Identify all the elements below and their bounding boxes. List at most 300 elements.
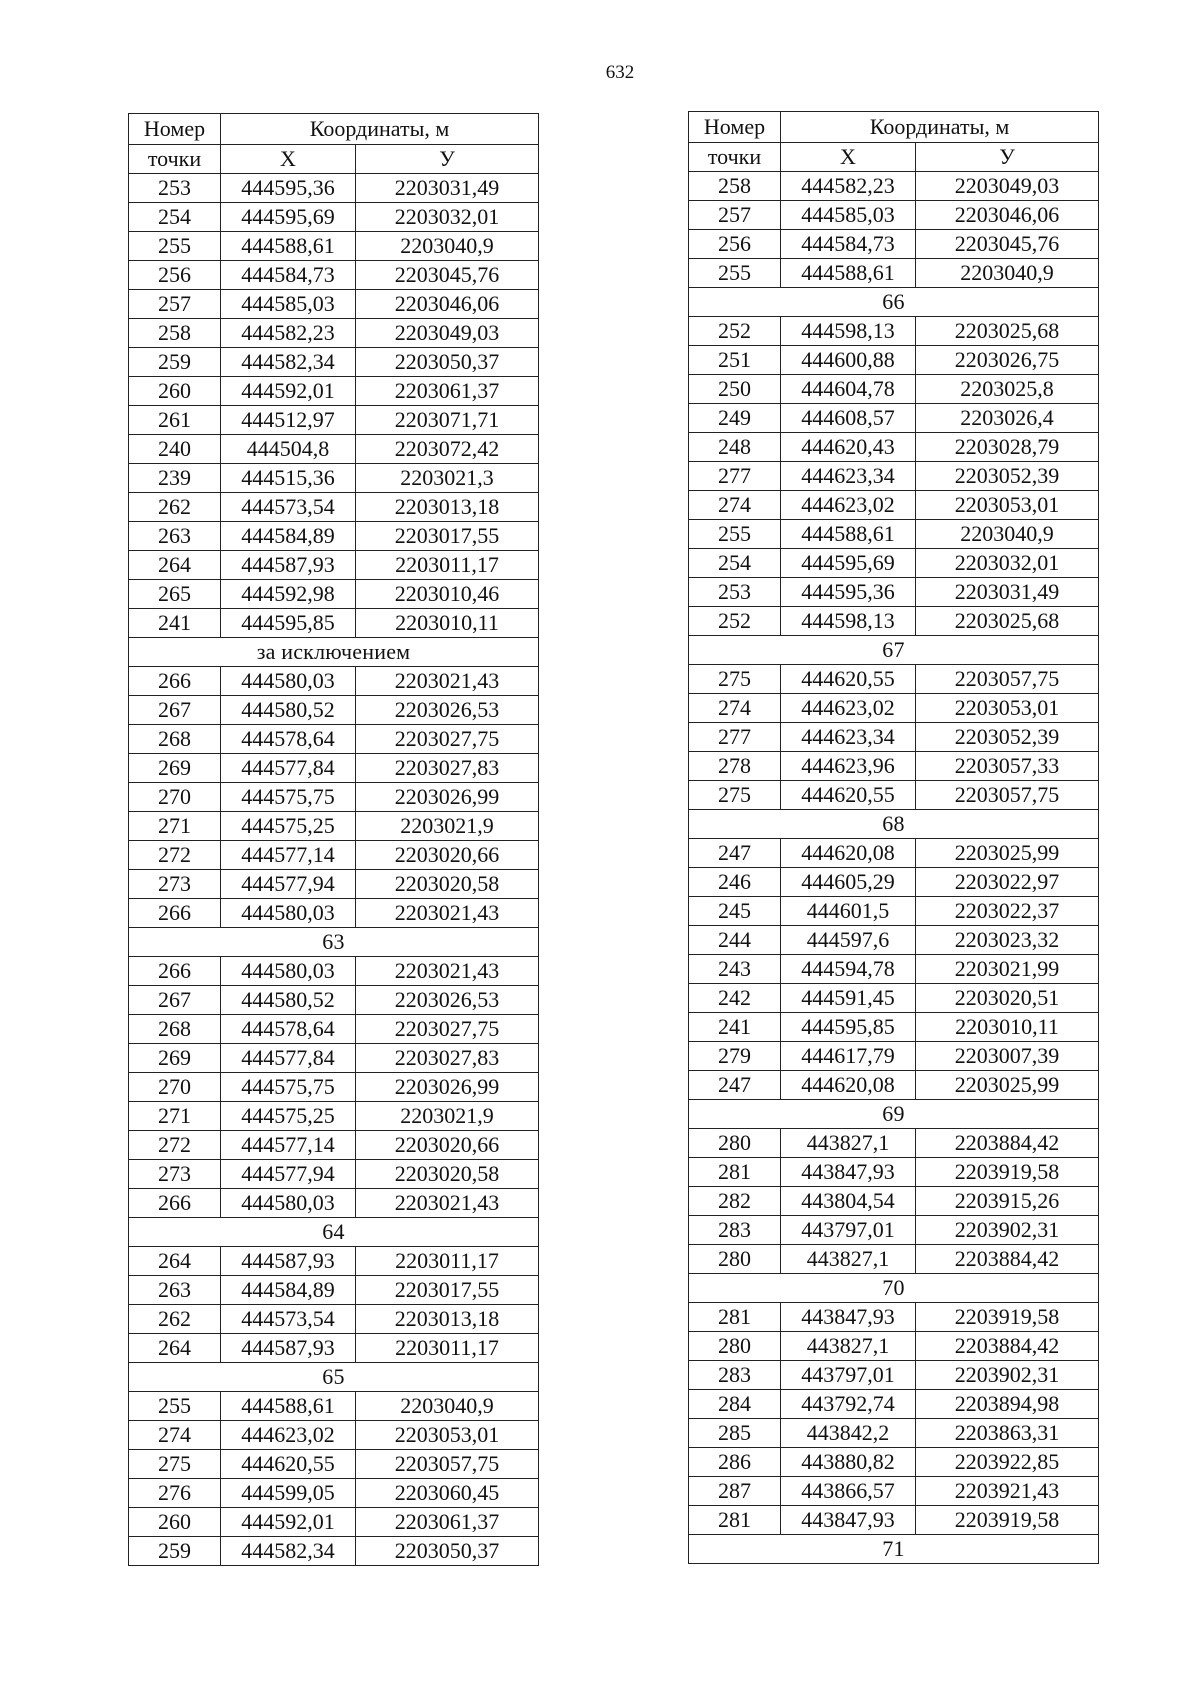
point-number-cell: 251 bbox=[689, 346, 781, 375]
x-coordinate-cell: 443797,01 bbox=[781, 1361, 916, 1390]
table-row bbox=[129, 203, 539, 232]
y-coordinate-cell: 2203884,42 bbox=[916, 1332, 1099, 1361]
point-number-cell: 256 bbox=[689, 230, 781, 259]
point-number-cell: 283 bbox=[689, 1216, 781, 1245]
page-number: 632 bbox=[605, 62, 635, 83]
table-row bbox=[129, 609, 539, 638]
point-number-cell: 266 bbox=[129, 957, 221, 986]
x-coordinate-cell: 444577,84 bbox=[221, 1044, 356, 1073]
table-row bbox=[689, 1071, 1099, 1100]
x-coordinate-cell: 444580,52 bbox=[221, 696, 356, 725]
y-coordinate-cell: 2203011,17 bbox=[356, 551, 539, 580]
x-coordinate-cell: 444598,13 bbox=[781, 317, 916, 346]
x-coordinate-cell: 444595,85 bbox=[781, 1013, 916, 1042]
point-number-cell: 253 bbox=[129, 174, 221, 203]
table-row bbox=[689, 346, 1099, 375]
table-row bbox=[129, 1392, 539, 1421]
point-number-cell: 269 bbox=[129, 754, 221, 783]
y-coordinate-cell: 2203021,9 bbox=[356, 812, 539, 841]
y-coordinate-cell: 2203021,9 bbox=[356, 1102, 539, 1131]
table-row bbox=[689, 433, 1099, 462]
y-coordinate-cell: 2203894,98 bbox=[916, 1390, 1099, 1419]
table-row bbox=[129, 1131, 539, 1160]
table-row bbox=[689, 1216, 1099, 1245]
y-coordinate-cell: 2203046,06 bbox=[356, 290, 539, 319]
point-number-cell: 250 bbox=[689, 375, 781, 404]
x-coordinate-cell: 444575,25 bbox=[221, 1102, 356, 1131]
y-coordinate-cell: 2203010,11 bbox=[916, 1013, 1099, 1042]
y-coordinate-cell: 2203026,99 bbox=[356, 1073, 539, 1102]
table-body bbox=[129, 174, 539, 1566]
y-coordinate-cell: 2203007,39 bbox=[916, 1042, 1099, 1071]
point-number-header-sub: точки bbox=[129, 145, 221, 174]
table-row bbox=[129, 551, 539, 580]
table-row bbox=[129, 957, 539, 986]
y-coordinate-cell: 2203052,39 bbox=[916, 462, 1099, 491]
x-coordinate-cell: 443847,93 bbox=[781, 1506, 916, 1535]
y-coordinate-cell: 2203863,31 bbox=[916, 1419, 1099, 1448]
table-row bbox=[689, 897, 1099, 926]
point-number-cell: 286 bbox=[689, 1448, 781, 1477]
y-coordinate-cell: 2203032,01 bbox=[356, 203, 539, 232]
table-row bbox=[689, 491, 1099, 520]
y-coordinate-cell: 2203057,75 bbox=[916, 781, 1099, 810]
y-coordinate-cell: 2203902,31 bbox=[916, 1361, 1099, 1390]
y-coordinate-cell: 2203022,37 bbox=[916, 897, 1099, 926]
y-coordinate-cell: 2203050,37 bbox=[356, 348, 539, 377]
section-label: 68 bbox=[689, 810, 1099, 839]
x-coordinate-cell: 444623,02 bbox=[781, 694, 916, 723]
point-number-cell: 260 bbox=[129, 377, 221, 406]
x-coordinate-cell: 444580,03 bbox=[221, 957, 356, 986]
x-coordinate-cell: 444608,57 bbox=[781, 404, 916, 433]
point-number-cell: 274 bbox=[129, 1421, 221, 1450]
x-coordinate-cell: 444587,93 bbox=[221, 1247, 356, 1276]
x-coordinate-cell: 444588,61 bbox=[781, 520, 916, 549]
point-number-cell: 244 bbox=[689, 926, 781, 955]
point-number-cell: 273 bbox=[129, 870, 221, 899]
x-coordinate-cell: 444592,01 bbox=[221, 1508, 356, 1537]
table-row bbox=[689, 694, 1099, 723]
table-row bbox=[129, 1537, 539, 1566]
y-coordinate-cell: 2203017,55 bbox=[356, 1276, 539, 1305]
x-coordinate-cell: 443827,1 bbox=[781, 1332, 916, 1361]
x-coordinate-cell: 444585,03 bbox=[221, 290, 356, 319]
y-coordinate-cell: 2203922,85 bbox=[916, 1448, 1099, 1477]
x-coordinate-cell: 444617,79 bbox=[781, 1042, 916, 1071]
x-coordinate-cell: 444578,64 bbox=[221, 1015, 356, 1044]
table-row bbox=[129, 1102, 539, 1131]
table-row bbox=[689, 839, 1099, 868]
table-row bbox=[689, 520, 1099, 549]
x-coordinate-cell: 444504,8 bbox=[221, 435, 356, 464]
point-number-cell: 281 bbox=[689, 1158, 781, 1187]
table-row bbox=[689, 723, 1099, 752]
table-row bbox=[689, 1187, 1099, 1216]
section-row bbox=[689, 1535, 1099, 1564]
table-row bbox=[689, 665, 1099, 694]
y-coordinate-cell: 2203021,43 bbox=[356, 957, 539, 986]
point-number-cell: 278 bbox=[689, 752, 781, 781]
y-coordinate-cell: 2203921,43 bbox=[916, 1477, 1099, 1506]
x-coordinate-cell: 443880,82 bbox=[781, 1448, 916, 1477]
y-coordinate-cell: 2203025,68 bbox=[916, 607, 1099, 636]
point-number-cell: 270 bbox=[129, 783, 221, 812]
table-row bbox=[689, 404, 1099, 433]
table-row bbox=[129, 1160, 539, 1189]
y-coordinate-cell: 2203919,58 bbox=[916, 1303, 1099, 1332]
point-number-cell: 282 bbox=[689, 1187, 781, 1216]
y-coordinate-cell: 2203021,43 bbox=[356, 899, 539, 928]
x-coordinate-cell: 444577,94 bbox=[221, 870, 356, 899]
table-row bbox=[129, 232, 539, 261]
y-coordinate-cell: 2203072,42 bbox=[356, 435, 539, 464]
x-coordinate-cell: 444573,54 bbox=[221, 1305, 356, 1334]
y-column-header: У bbox=[916, 143, 1099, 172]
x-coordinate-cell: 444587,93 bbox=[221, 551, 356, 580]
point-number-cell: 264 bbox=[129, 1247, 221, 1276]
table-row bbox=[689, 1013, 1099, 1042]
y-coordinate-cell: 2203884,42 bbox=[916, 1129, 1099, 1158]
coordinates-header: Координаты, м bbox=[781, 112, 1099, 143]
y-coordinate-cell: 2203884,42 bbox=[916, 1245, 1099, 1274]
point-number-cell: 240 bbox=[129, 435, 221, 464]
point-number-cell: 258 bbox=[129, 319, 221, 348]
table-header bbox=[129, 114, 539, 174]
y-coordinate-cell: 2203025,8 bbox=[916, 375, 1099, 404]
y-coordinate-cell: 2203053,01 bbox=[916, 491, 1099, 520]
table-row bbox=[689, 1390, 1099, 1419]
y-coordinate-cell: 2203057,75 bbox=[356, 1450, 539, 1479]
table-row bbox=[129, 464, 539, 493]
table-row bbox=[689, 1332, 1099, 1361]
point-number-cell: 258 bbox=[689, 172, 781, 201]
point-number-cell: 254 bbox=[689, 549, 781, 578]
x-coordinate-cell: 444588,61 bbox=[221, 1392, 356, 1421]
x-coordinate-cell: 444585,03 bbox=[781, 201, 916, 230]
table-row bbox=[129, 319, 539, 348]
x-coordinate-cell: 444595,85 bbox=[221, 609, 356, 638]
point-number-cell: 287 bbox=[689, 1477, 781, 1506]
point-number-cell: 275 bbox=[689, 781, 781, 810]
x-coordinate-cell: 444580,03 bbox=[221, 899, 356, 928]
point-number-cell: 259 bbox=[129, 348, 221, 377]
x-coordinate-cell: 444575,75 bbox=[221, 1073, 356, 1102]
table-row bbox=[689, 868, 1099, 897]
y-coordinate-cell: 2203021,43 bbox=[356, 1189, 539, 1218]
table-row bbox=[689, 549, 1099, 578]
y-coordinate-cell: 2203023,32 bbox=[916, 926, 1099, 955]
x-coordinate-cell: 444595,69 bbox=[221, 203, 356, 232]
table-row bbox=[129, 348, 539, 377]
table-row bbox=[689, 1042, 1099, 1071]
x-coordinate-cell: 444591,45 bbox=[781, 984, 916, 1013]
table-row bbox=[129, 406, 539, 435]
x-coordinate-cell: 444587,93 bbox=[221, 1334, 356, 1363]
table-row bbox=[689, 781, 1099, 810]
point-number-cell: 275 bbox=[129, 1450, 221, 1479]
point-number-cell: 248 bbox=[689, 433, 781, 462]
point-number-cell: 267 bbox=[129, 696, 221, 725]
point-number-cell: 280 bbox=[689, 1129, 781, 1158]
table-body bbox=[689, 172, 1099, 1564]
y-coordinate-cell: 2203045,76 bbox=[356, 261, 539, 290]
table-row bbox=[689, 984, 1099, 1013]
table-row bbox=[129, 522, 539, 551]
x-coordinate-cell: 444515,36 bbox=[221, 464, 356, 493]
point-number-cell: 271 bbox=[129, 1102, 221, 1131]
point-number-cell: 255 bbox=[689, 520, 781, 549]
y-coordinate-cell: 2203010,46 bbox=[356, 580, 539, 609]
x-coordinate-cell: 444623,02 bbox=[781, 491, 916, 520]
x-coordinate-cell: 444604,78 bbox=[781, 375, 916, 404]
point-number-cell: 285 bbox=[689, 1419, 781, 1448]
y-coordinate-cell: 2203025,68 bbox=[916, 317, 1099, 346]
table-row bbox=[129, 812, 539, 841]
y-coordinate-cell: 2203026,53 bbox=[356, 986, 539, 1015]
table-row bbox=[129, 1479, 539, 1508]
section-label: 67 bbox=[689, 636, 1099, 665]
x-coordinate-cell: 444594,78 bbox=[781, 955, 916, 984]
point-number-cell: 284 bbox=[689, 1390, 781, 1419]
table-row bbox=[689, 462, 1099, 491]
section-row bbox=[689, 288, 1099, 317]
table-row bbox=[689, 1361, 1099, 1390]
y-coordinate-cell: 2203020,66 bbox=[356, 841, 539, 870]
table-row bbox=[129, 290, 539, 319]
point-number-cell: 271 bbox=[129, 812, 221, 841]
y-coordinate-cell: 2203031,49 bbox=[916, 578, 1099, 607]
y-coordinate-cell: 2203057,33 bbox=[916, 752, 1099, 781]
y-coordinate-cell: 2203026,4 bbox=[916, 404, 1099, 433]
x-coordinate-cell: 444512,97 bbox=[221, 406, 356, 435]
y-coordinate-cell: 2203902,31 bbox=[916, 1216, 1099, 1245]
y-coordinate-cell: 2203049,03 bbox=[356, 319, 539, 348]
x-coordinate-cell: 443827,1 bbox=[781, 1129, 916, 1158]
x-coordinate-cell: 444577,84 bbox=[221, 754, 356, 783]
table-row bbox=[129, 1276, 539, 1305]
x-coordinate-cell: 444620,08 bbox=[781, 1071, 916, 1100]
section-label: 63 bbox=[129, 928, 539, 957]
x-coordinate-cell: 444620,43 bbox=[781, 433, 916, 462]
table-row bbox=[689, 1129, 1099, 1158]
table-row bbox=[129, 1189, 539, 1218]
x-coordinate-cell: 444620,55 bbox=[221, 1450, 356, 1479]
y-coordinate-cell: 2203040,9 bbox=[916, 259, 1099, 288]
section-row bbox=[689, 636, 1099, 665]
x-coordinate-cell: 444597,6 bbox=[781, 926, 916, 955]
x-coordinate-cell: 444623,34 bbox=[781, 723, 916, 752]
y-coordinate-cell: 2203919,58 bbox=[916, 1158, 1099, 1187]
x-coordinate-cell: 444582,23 bbox=[781, 172, 916, 201]
table-row bbox=[689, 1419, 1099, 1448]
point-number-cell: 256 bbox=[129, 261, 221, 290]
y-coordinate-cell: 2203040,9 bbox=[356, 1392, 539, 1421]
point-number-cell: 275 bbox=[689, 665, 781, 694]
x-column-header: Х bbox=[781, 143, 916, 172]
y-coordinate-cell: 2203040,9 bbox=[916, 520, 1099, 549]
x-coordinate-cell: 443792,74 bbox=[781, 1390, 916, 1419]
y-coordinate-cell: 2203021,43 bbox=[356, 667, 539, 696]
x-coordinate-cell: 444598,13 bbox=[781, 607, 916, 636]
x-coordinate-cell: 443847,93 bbox=[781, 1158, 916, 1187]
table-header bbox=[689, 112, 1099, 172]
x-coordinate-cell: 444592,01 bbox=[221, 377, 356, 406]
coordinates-table-right bbox=[688, 111, 1099, 1564]
y-coordinate-cell: 2203027,83 bbox=[356, 1044, 539, 1073]
x-coordinate-cell: 443847,93 bbox=[781, 1303, 916, 1332]
table-row bbox=[129, 174, 539, 203]
section-row bbox=[129, 928, 539, 957]
x-coordinate-cell: 444582,34 bbox=[221, 1537, 356, 1566]
table-row bbox=[689, 752, 1099, 781]
section-row bbox=[129, 638, 539, 667]
table-row bbox=[689, 578, 1099, 607]
coordinates-table-left bbox=[128, 113, 539, 1566]
section-label: 70 bbox=[689, 1274, 1099, 1303]
x-coordinate-cell: 444605,29 bbox=[781, 868, 916, 897]
point-number-header: Номер bbox=[129, 114, 221, 145]
point-number-cell: 252 bbox=[689, 317, 781, 346]
y-coordinate-cell: 2203045,76 bbox=[916, 230, 1099, 259]
point-number-cell: 241 bbox=[129, 609, 221, 638]
point-number-cell: 249 bbox=[689, 404, 781, 433]
point-number-cell: 272 bbox=[129, 1131, 221, 1160]
x-coordinate-cell: 444573,54 bbox=[221, 493, 356, 522]
x-coordinate-cell: 443827,1 bbox=[781, 1245, 916, 1274]
table-row bbox=[129, 783, 539, 812]
table-row bbox=[689, 1477, 1099, 1506]
x-coordinate-cell: 444599,05 bbox=[221, 1479, 356, 1508]
point-number-cell: 266 bbox=[129, 899, 221, 928]
point-number-cell: 242 bbox=[689, 984, 781, 1013]
point-number-cell: 263 bbox=[129, 1276, 221, 1305]
x-coordinate-cell: 444580,03 bbox=[221, 1189, 356, 1218]
y-coordinate-cell: 2203061,37 bbox=[356, 1508, 539, 1537]
x-coordinate-cell: 444575,25 bbox=[221, 812, 356, 841]
point-number-cell: 272 bbox=[129, 841, 221, 870]
x-coordinate-cell: 444580,52 bbox=[221, 986, 356, 1015]
y-coordinate-cell: 2203050,37 bbox=[356, 1537, 539, 1566]
point-number-cell: 266 bbox=[129, 667, 221, 696]
point-number-cell: 255 bbox=[129, 232, 221, 261]
point-number-cell: 274 bbox=[689, 491, 781, 520]
table-row bbox=[129, 1044, 539, 1073]
point-number-cell: 280 bbox=[689, 1332, 781, 1361]
table-row bbox=[689, 1506, 1099, 1535]
table-row bbox=[689, 1158, 1099, 1187]
y-coordinate-cell: 2203020,51 bbox=[916, 984, 1099, 1013]
table-row bbox=[129, 754, 539, 783]
point-number-cell: 254 bbox=[129, 203, 221, 232]
x-coordinate-cell: 444582,23 bbox=[221, 319, 356, 348]
point-number-cell: 277 bbox=[689, 462, 781, 491]
table-row bbox=[129, 899, 539, 928]
table-row bbox=[129, 1073, 539, 1102]
table-row bbox=[689, 230, 1099, 259]
y-coordinate-cell: 2203022,97 bbox=[916, 868, 1099, 897]
point-number-cell: 268 bbox=[129, 1015, 221, 1044]
table-row bbox=[129, 1421, 539, 1450]
x-coordinate-cell: 443797,01 bbox=[781, 1216, 916, 1245]
y-coordinate-cell: 2203031,49 bbox=[356, 174, 539, 203]
y-coordinate-cell: 2203057,75 bbox=[916, 665, 1099, 694]
section-label: 64 bbox=[129, 1218, 539, 1247]
point-number-cell: 279 bbox=[689, 1042, 781, 1071]
x-coordinate-cell: 444584,89 bbox=[221, 1276, 356, 1305]
x-coordinate-cell: 443866,57 bbox=[781, 1477, 916, 1506]
point-number-cell: 253 bbox=[689, 578, 781, 607]
point-number-cell: 277 bbox=[689, 723, 781, 752]
y-coordinate-cell: 2203027,83 bbox=[356, 754, 539, 783]
table-row bbox=[689, 1245, 1099, 1274]
point-number-header: Номер bbox=[689, 112, 781, 143]
table-row bbox=[129, 1508, 539, 1537]
point-number-cell: 255 bbox=[689, 259, 781, 288]
point-number-cell: 252 bbox=[689, 607, 781, 636]
table-row bbox=[689, 926, 1099, 955]
x-coordinate-cell: 443804,54 bbox=[781, 1187, 916, 1216]
section-row bbox=[689, 1274, 1099, 1303]
point-number-cell: 280 bbox=[689, 1245, 781, 1274]
section-label: 65 bbox=[129, 1363, 539, 1392]
table-row bbox=[689, 955, 1099, 984]
table-row bbox=[689, 172, 1099, 201]
point-number-cell: 257 bbox=[689, 201, 781, 230]
table-row bbox=[129, 1305, 539, 1334]
point-number-cell: 245 bbox=[689, 897, 781, 926]
point-number-cell: 263 bbox=[129, 522, 221, 551]
y-coordinate-cell: 2203026,53 bbox=[356, 696, 539, 725]
x-coordinate-cell: 444592,98 bbox=[221, 580, 356, 609]
y-coordinate-cell: 2203915,26 bbox=[916, 1187, 1099, 1216]
section-label: 66 bbox=[689, 288, 1099, 317]
y-coordinate-cell: 2203020,66 bbox=[356, 1131, 539, 1160]
point-number-cell: 247 bbox=[689, 839, 781, 868]
point-number-cell: 283 bbox=[689, 1361, 781, 1390]
x-coordinate-cell: 444595,36 bbox=[221, 174, 356, 203]
table-row bbox=[129, 261, 539, 290]
y-coordinate-cell: 2203061,37 bbox=[356, 377, 539, 406]
y-coordinate-cell: 2203049,03 bbox=[916, 172, 1099, 201]
section-row bbox=[689, 1100, 1099, 1129]
y-coordinate-cell: 2203025,99 bbox=[916, 839, 1099, 868]
point-number-cell: 268 bbox=[129, 725, 221, 754]
section-label: 71 bbox=[689, 1535, 1099, 1564]
section-row bbox=[129, 1363, 539, 1392]
y-coordinate-cell: 2203025,99 bbox=[916, 1071, 1099, 1100]
point-number-cell: 243 bbox=[689, 955, 781, 984]
y-coordinate-cell: 2203026,75 bbox=[916, 346, 1099, 375]
table-row bbox=[129, 986, 539, 1015]
point-number-cell: 264 bbox=[129, 551, 221, 580]
y-coordinate-cell: 2203020,58 bbox=[356, 1160, 539, 1189]
y-coordinate-cell: 2203011,17 bbox=[356, 1334, 539, 1363]
y-coordinate-cell: 2203046,06 bbox=[916, 201, 1099, 230]
y-coordinate-cell: 2203919,58 bbox=[916, 1506, 1099, 1535]
point-number-cell: 259 bbox=[129, 1537, 221, 1566]
point-number-cell: 241 bbox=[689, 1013, 781, 1042]
table-row bbox=[689, 259, 1099, 288]
x-coordinate-cell: 444601,5 bbox=[781, 897, 916, 926]
table-row bbox=[129, 870, 539, 899]
x-coordinate-cell: 444595,69 bbox=[781, 549, 916, 578]
x-column-header: Х bbox=[221, 145, 356, 174]
y-coordinate-cell: 2203026,99 bbox=[356, 783, 539, 812]
x-coordinate-cell: 444584,89 bbox=[221, 522, 356, 551]
y-coordinate-cell: 2203053,01 bbox=[356, 1421, 539, 1450]
x-coordinate-cell: 444623,34 bbox=[781, 462, 916, 491]
